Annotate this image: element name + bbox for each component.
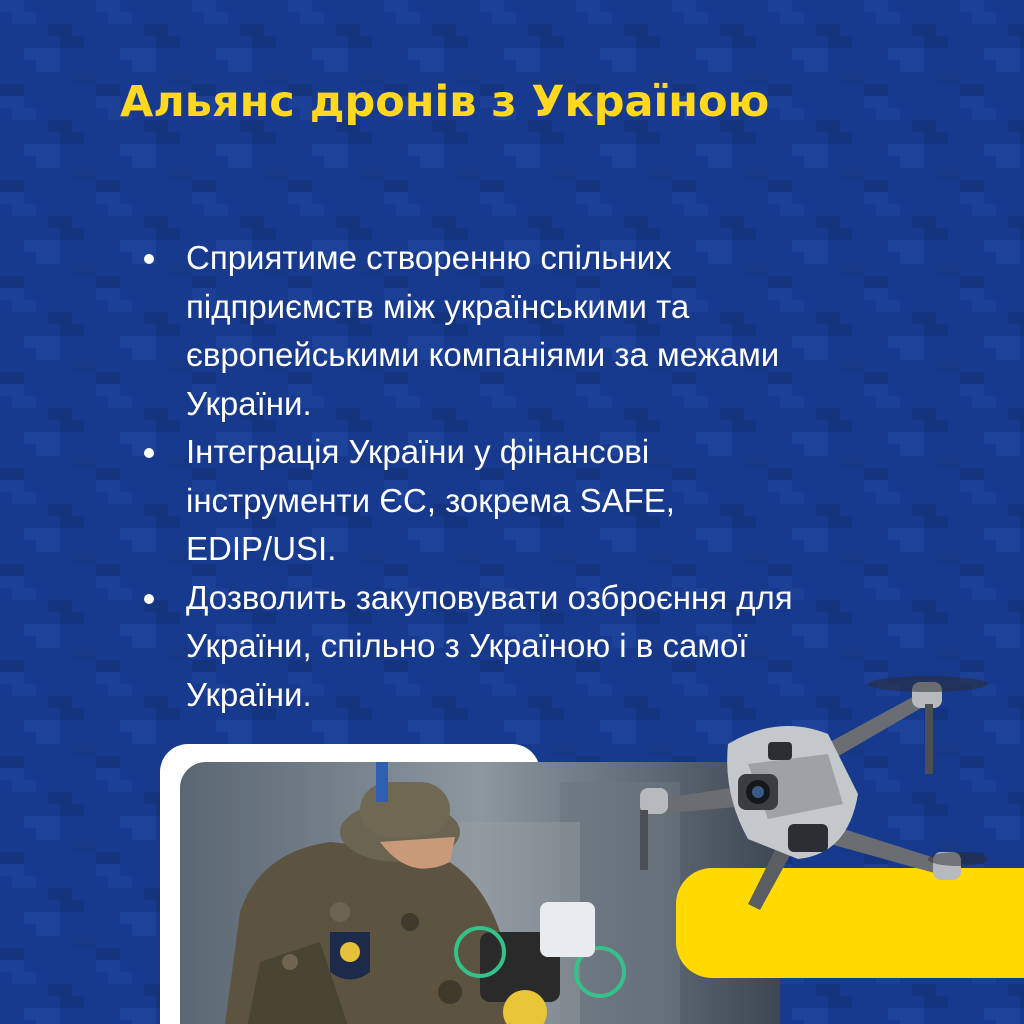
bullet-line: інструменти ЄС, зокрема SAFE, — [186, 481, 675, 519]
bullet-line: України. — [186, 675, 312, 713]
bullet-list — [140, 234, 930, 719]
bullet-line: підприємств між українськими та — [186, 287, 690, 325]
bullet-line: Дозволить закуповувати озброєння для — [186, 578, 793, 616]
bullet-item — [140, 234, 930, 428]
page-title: Альянс дронів з Україною — [120, 77, 770, 127]
bullet-line: EDIP/USI. — [186, 530, 337, 567]
bullet-dot-icon — [144, 254, 154, 264]
bullet-dot-icon — [144, 448, 154, 458]
bullet-line: європейськими компаніями за межами — [186, 336, 780, 373]
bullet-line: Сприятиме створенню спільних — [186, 239, 672, 276]
quadcopter-drone-image — [628, 664, 988, 934]
bullet-item — [140, 428, 930, 574]
bullet-line: Інтеграція України у фінансові — [186, 433, 650, 470]
bullet-line: України, спільно з Україною і в самої — [186, 627, 748, 664]
bullet-line: України. — [186, 384, 312, 422]
bullet-dot-icon — [144, 594, 154, 604]
